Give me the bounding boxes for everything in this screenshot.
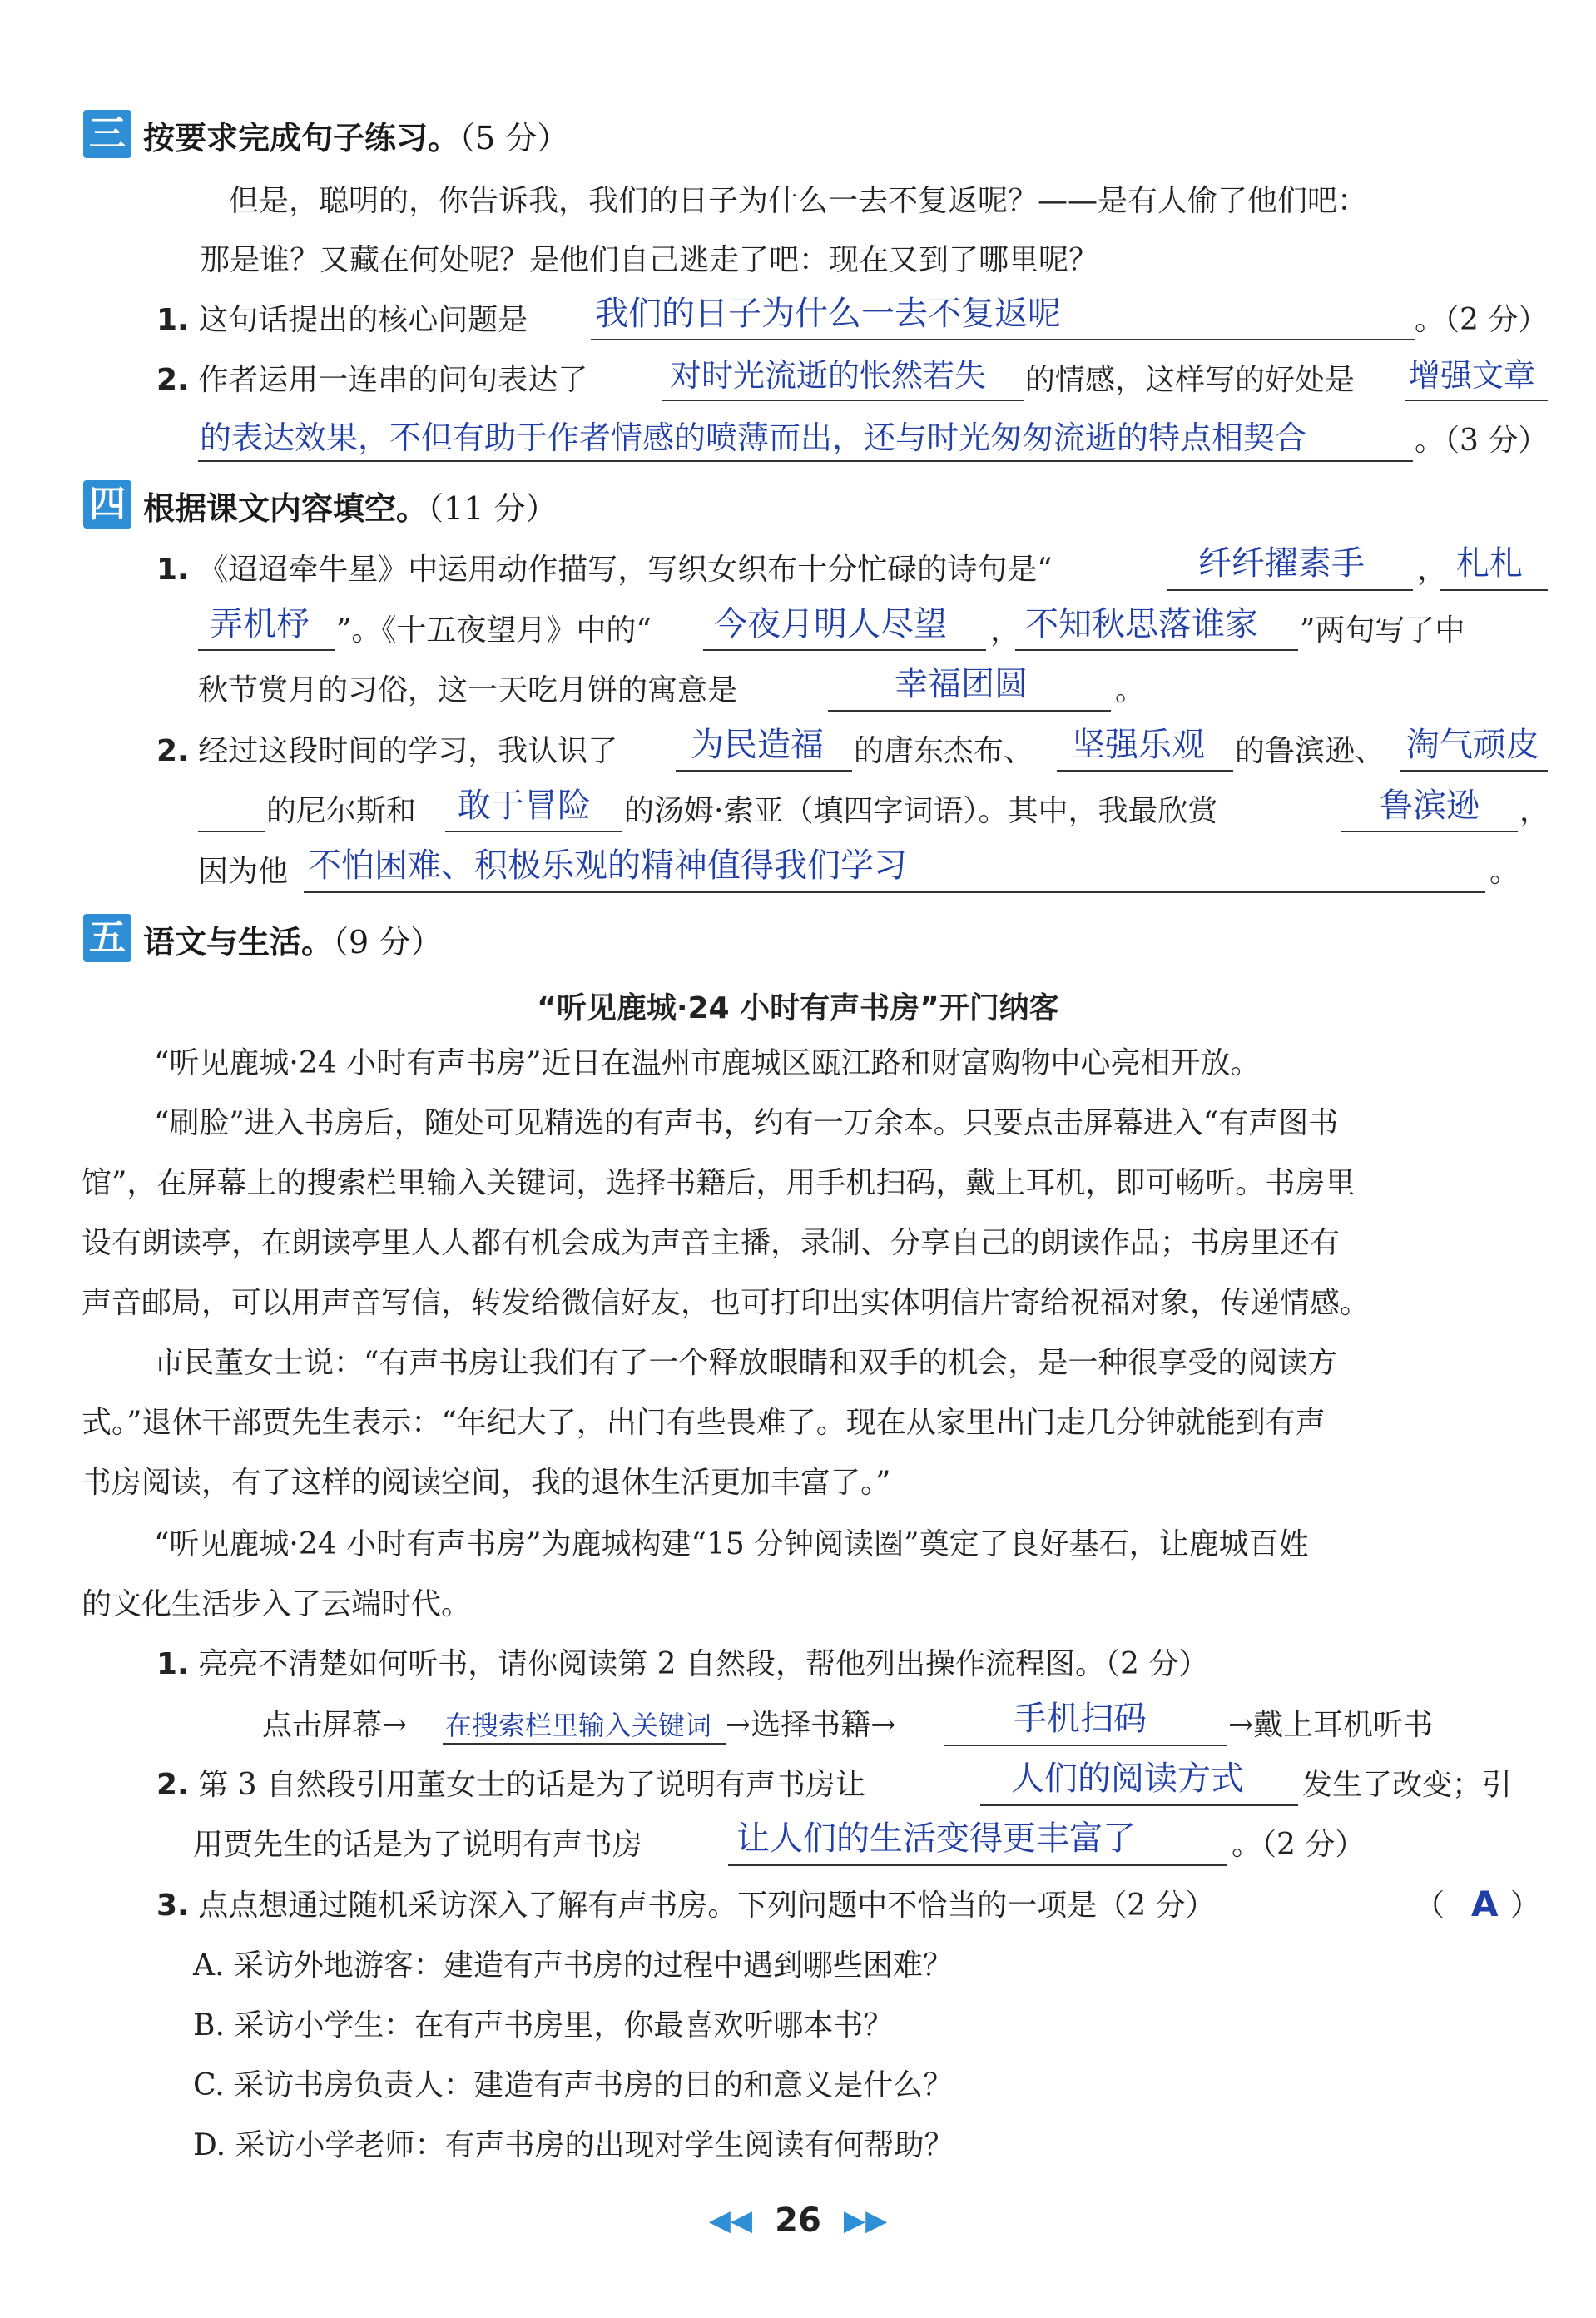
section-points: （5 分） (459, 120, 569, 156)
answer-paren-open: （ (1415, 1889, 1445, 1923)
question-tail: 。 (1115, 673, 1146, 707)
section-badge-5: 五 (83, 914, 131, 962)
question-text: 秋节赏月的习俗，这一天吃月饼的寓意是 (198, 673, 738, 707)
question-text: 的情感，这样写的好处是 (1025, 363, 1356, 397)
handwritten-answer: 对时光流逝的怅然若失 (670, 357, 987, 394)
question-points: 。（2 分） (1415, 303, 1549, 337)
answer-underline (304, 891, 1485, 893)
arrow-right-icon: → (726, 1708, 751, 1742)
question-points: 。（2 分） (1232, 1828, 1366, 1862)
handwritten-answer: A (1471, 1884, 1499, 1924)
question-4-2 (156, 735, 617, 768)
article-title: “听见鹿城·24 小时有声书房”开门纳客 (537, 991, 1059, 1025)
next-page-icon[interactable]: ▶▶ (843, 2204, 888, 2237)
question-4-1 (156, 553, 1053, 587)
handwritten-answer: 为民造福 (691, 726, 824, 764)
question-text: 的鲁滨逊、 (1235, 734, 1385, 768)
article-paragraph: 市民董女士说：“有声书房让我们有了一个释放眼睛和双手的机会，是一种很享受的阅读方 (154, 1346, 1338, 1380)
comma: ， (1417, 553, 1448, 587)
handwritten-answer: 在搜索栏里输入关键词 (445, 1710, 712, 1741)
answer-underline (1405, 400, 1548, 401)
answer-underline (1400, 770, 1548, 772)
handwritten-answer: 今夜月明人尽望 (714, 605, 947, 643)
handwritten-answer: 幸福团圆 (895, 665, 1028, 703)
handwritten-answer: 增强文章 (1409, 357, 1536, 394)
handwritten-answer: 淘气顽皮 (1406, 726, 1539, 764)
answer-underline (676, 770, 852, 772)
answer-underline (1167, 589, 1413, 591)
handwritten-answer: 我们的日子为什么一去不复返呢 (595, 295, 1061, 333)
passage-line: 但是，聪明的，你告诉我，我们的日子为什么一去不复返呢？——是有人偷了他们吧： (229, 184, 1368, 218)
question-text: 《迢迢牵牛星》中运用动作描写，写织女织布十分忙碌的诗句是“ (198, 553, 1053, 587)
flow-step (1228, 1709, 1433, 1742)
answer-underline (828, 710, 1111, 712)
question-number: 2. (156, 363, 189, 397)
answer-underline (1440, 589, 1548, 591)
handwritten-answer: 不知秋思落谁家 (1025, 605, 1258, 643)
question-number: 3. (156, 1889, 189, 1923)
flow-step (726, 1709, 895, 1742)
answer-underline (1015, 649, 1298, 651)
section-title-5 (143, 916, 442, 962)
question-5-2 (156, 1769, 865, 1802)
question-text: 作者运用一连串的问句表达了 (198, 363, 588, 397)
question-text: ”。《十五夜望月》中的“ (336, 613, 652, 648)
section-title-text: 按要求完成句子练习。 (143, 120, 460, 156)
article-paragraph: “听见鹿城·24 小时有声书房”近日在温州市鹿城区瓯江路和财富购物中心亮相开放。 (154, 1046, 1261, 1080)
article-paragraph: “刷脸”进入书房后，随处可见精选的有声书，约有一万余本。只要点击屏幕进入“有声图书 (154, 1106, 1339, 1140)
question-number: 2. (156, 734, 189, 768)
answer-underline (443, 1743, 726, 1745)
arrow-right-icon: → (1228, 1708, 1254, 1742)
section-points: （9 分） (333, 924, 443, 960)
option-item: A. 采访外地游客：建造有声书房的过程中遇到哪些困难？ (193, 1948, 953, 1983)
question-number: 1. (156, 1647, 189, 1681)
question-number: 2. (156, 1768, 189, 1802)
section-title-text: 根据课文内容填空。 (143, 490, 429, 527)
question-3-1 (156, 304, 528, 337)
question-text: 发生了改变；引 (1302, 1768, 1513, 1802)
answer-underline (1057, 770, 1233, 772)
article-paragraph: 的文化生活步入了云端时代。 (82, 1587, 472, 1621)
answer-underline (445, 831, 622, 832)
answer-underline (703, 649, 986, 651)
article-paragraph: 馆”，在屏幕上的搜索栏里输入关键词，选择书籍后，用手机扫码，戴上耳机，即可畅听。书房里 (82, 1166, 1356, 1200)
answer-underline (198, 831, 265, 832)
flow-step (262, 1709, 407, 1742)
comma: ， (1519, 794, 1550, 828)
question-text: 因为他 (198, 855, 289, 889)
question-number: 1. (156, 553, 189, 587)
question-text: 这句话提出的核心问题是 (198, 303, 528, 337)
option-item: D. 采访小学老师：有声书房的出现对学生阅读有何帮助？ (193, 2128, 954, 2162)
question-text: 用贾先生的话是为了说明有声书房 (193, 1828, 643, 1862)
question-points: 。（3 分） (1415, 424, 1549, 458)
handwritten-answer: 敢于冒险 (458, 787, 591, 825)
handwritten-answer: 让人们的生活变得更丰富了 (736, 1819, 1136, 1858)
handwritten-answer: 弄机杼 (210, 605, 310, 643)
question-5-3 (156, 1889, 1216, 1923)
page-footer (0, 2201, 1596, 2240)
handwritten-answer: 人们的阅读方式 (1011, 1760, 1244, 1798)
section-title-4 (143, 483, 557, 529)
question-text: 的尼尔斯和 (266, 794, 417, 828)
question-5-1 (156, 1648, 1208, 1681)
question-text: 的唐东杰布、 (854, 734, 1034, 768)
article-paragraph: 式。”退休干部贾先生表示：“年纪大了，出门有些畏难了。现在从家里出门走几分钟就能到有声 (82, 1406, 1326, 1440)
handwritten-answer: 手机扫码 (1014, 1700, 1147, 1738)
prev-page-icon[interactable]: ◀◀ (708, 2204, 753, 2237)
question-text: 的汤姆·索亚（填四字词语）。其中，我最欣赏 (624, 794, 1218, 828)
answer-underline (728, 1864, 1227, 1866)
handwritten-answer: 的表达效果，不但有助于作者情感的喷薄而出，还与时光匆匆流逝的特点相契合 (200, 419, 1307, 456)
answer-paren-close: ） (1510, 1889, 1541, 1923)
question-3-2 (156, 364, 587, 397)
article-paragraph: 设有朗读亭，在朗读亭里人人都有机会成为声音主播，录制、分享自己的朗读作品；书房里还有 (82, 1226, 1341, 1260)
page-number: 26 (775, 2201, 821, 2240)
question-tail: 。 (1489, 855, 1520, 889)
handwritten-answer: 不怕困难、积极乐观的精神值得我们学习 (308, 846, 907, 885)
arrow-right-icon: → (870, 1708, 896, 1742)
section-title-text: 语文与生活。 (143, 924, 334, 960)
answer-underline (198, 460, 1413, 462)
question-text: 第 3 自然段引用董女士的话是为了说明有声书房让 (198, 1768, 865, 1802)
option-item: C. 采访书房负责人：建造有声书房的目的和意义是什么？ (193, 2068, 954, 2102)
question-text: ”两句写了中 (1300, 613, 1465, 648)
handwritten-answer: 鲁滨逊 (1380, 787, 1480, 825)
section-points: （11 分） (428, 490, 558, 527)
handwritten-answer: 纤纤擢素手 (1198, 544, 1365, 583)
passage-line: 那是谁？又藏在何处呢？是他们自己逃走了吧：现在又到了哪里呢？ (200, 243, 1099, 277)
flow-step-text: 选择书籍 (751, 1708, 871, 1742)
article-paragraph: 声音邮局，可以用声音写信，转发给微信好友，也可打印出实体明信片寄给祝福对象，传递情感。 (82, 1286, 1370, 1320)
comma: ， (990, 613, 1021, 648)
section-badge-3: 三 (83, 110, 131, 158)
handwritten-answer: 札札 (1456, 544, 1523, 583)
article-paragraph: “听见鹿城·24 小时有声书房”为鹿城构建“15 分钟阅读圈”奠定了良好基石，让鹿城百姓 (154, 1527, 1309, 1561)
section-title-3 (143, 112, 568, 158)
flow-step-text: 戴上耳机听书 (1253, 1708, 1434, 1742)
flow-step-text: 点击屏幕 (262, 1708, 383, 1742)
answer-underline (662, 400, 1024, 401)
section-badge-4: 四 (83, 480, 131, 529)
article-paragraph: 书房阅读，有了这样的阅读空间，我的退休生活更加丰富了。” (82, 1466, 891, 1500)
question-text: 亮亮不清楚如何听书，请你阅读第 2 自然段，帮他列出操作流程图。（2 分） (198, 1647, 1209, 1681)
answer-underline (944, 1745, 1227, 1746)
answer-underline (198, 649, 335, 651)
question-text: 点点想通过随机采访深入了解有声书房。下列问题中不恰当的一项是（2 分） (198, 1889, 1216, 1923)
question-text: 经过这段时间的学习，我认识了 (198, 734, 618, 768)
option-item: B. 采访小学生：在有声书房里，你最喜欢听哪本书？ (193, 2008, 894, 2043)
answer-underline (980, 1804, 1298, 1806)
answer-underline (1341, 831, 1518, 832)
arrow-right-icon: → (382, 1708, 408, 1742)
question-number: 1. (156, 303, 189, 337)
handwritten-answer: 坚强乐观 (1072, 726, 1205, 764)
answer-underline (591, 339, 1415, 340)
